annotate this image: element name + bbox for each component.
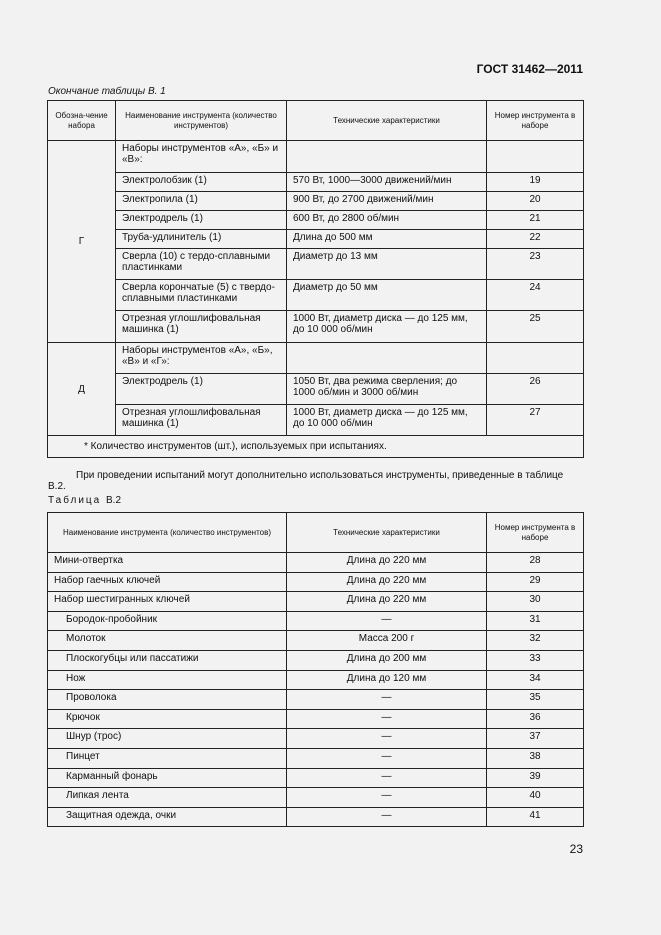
tool-characteristics: Масса 200 г	[287, 631, 487, 651]
set-title: Наборы инструментов «А», «Б» и «В»:	[116, 141, 287, 173]
tool-characteristics: 600 Вт, до 2800 об/мин	[287, 211, 487, 230]
tool-name: Нож	[48, 670, 287, 690]
tool-number: 19	[487, 173, 584, 192]
group-label: Д	[48, 343, 116, 436]
table-2-caption	[48, 495, 121, 506]
tool-number: 36	[487, 709, 584, 729]
table-row	[48, 592, 584, 612]
header-name: Наименование инструмента (количество инструментов)	[48, 513, 287, 553]
tool-characteristics: Диаметр до 13 мм	[287, 249, 487, 280]
tool-characteristics: Длина до 220 мм	[287, 572, 487, 592]
header-characteristics: Технические характеристики	[287, 101, 487, 141]
tool-name: Сверла (10) с тердо-сплавными пластинками	[116, 249, 287, 280]
table-row	[48, 670, 584, 690]
table-row	[48, 572, 584, 592]
table-2-body	[48, 553, 584, 827]
tool-number: 23	[487, 249, 584, 280]
tool-name: Проволока	[48, 690, 287, 710]
table-row	[48, 343, 584, 374]
tool-name: Набор шестигранных ключей	[48, 592, 287, 612]
table-header-row	[48, 513, 584, 553]
table-2-caption-number: В.2	[106, 495, 122, 506]
tool-name: Бородок-пробойник	[48, 611, 287, 631]
tool-number: 35	[487, 690, 584, 710]
table-b2	[47, 512, 584, 827]
tool-number: 32	[487, 631, 584, 651]
table-row	[48, 807, 584, 827]
table-row	[48, 788, 584, 808]
tool-characteristics: 570 Вт, 1000—3000 движений/мин	[287, 173, 487, 192]
tool-characteristics: Длина до 220 мм	[287, 592, 487, 612]
tool-number: 39	[487, 768, 584, 788]
table-row	[48, 374, 584, 405]
table-row	[48, 729, 584, 749]
table-row	[48, 650, 584, 670]
tool-characteristics: —	[287, 690, 487, 710]
tool-characteristics: —	[287, 748, 487, 768]
tool-name: Отрезная углошлифовальная машинка (1)	[116, 311, 287, 343]
tool-name: Плоскогубцы или пассатижи	[48, 650, 287, 670]
tool-number: 33	[487, 650, 584, 670]
tool-number: 38	[487, 748, 584, 768]
table-row	[48, 249, 584, 280]
tool-number: 37	[487, 729, 584, 749]
tool-name: Липкая лента	[48, 788, 287, 808]
tool-number: 25	[487, 311, 584, 343]
group-label: Г	[48, 141, 116, 343]
tool-number: 22	[487, 230, 584, 249]
tool-number: 31	[487, 611, 584, 631]
table-row	[48, 405, 584, 436]
table-2-caption-word: Таблица	[48, 495, 102, 506]
table-row	[48, 173, 584, 192]
standard-designation: ГОСТ 31462—2011	[476, 62, 583, 76]
tool-characteristics: Диаметр до 50 мм	[287, 280, 487, 311]
tool-name: Электродрель (1)	[116, 211, 287, 230]
tool-name: Карманный фонарь	[48, 768, 287, 788]
tool-number: 30	[487, 592, 584, 612]
table-row	[48, 230, 584, 249]
tool-name: Сверла корончатые (5) с твердо-сплавными пластинками	[116, 280, 287, 311]
tool-name: Защитная одежда, очки	[48, 807, 287, 827]
tool-name: Набор гаечных ключей	[48, 572, 287, 592]
table-row	[48, 709, 584, 729]
tool-characteristics: —	[287, 807, 487, 827]
tool-number: 21	[487, 211, 584, 230]
table-row	[48, 768, 584, 788]
tool-number: 29	[487, 572, 584, 592]
footnote-row	[48, 436, 584, 458]
tool-characteristics: Длина до 220 мм	[287, 553, 487, 573]
tool-number: 28	[487, 553, 584, 573]
tool-number: 41	[487, 807, 584, 827]
tool-number: 40	[487, 788, 584, 808]
table-header-row	[48, 101, 584, 141]
header-number: Номер инструмента в наборе	[487, 101, 584, 141]
tool-characteristics: —	[287, 788, 487, 808]
tool-name: Крючок	[48, 709, 287, 729]
tool-name: Отрезная углошлифовальная машинка (1)	[116, 405, 287, 436]
header-name: Наименование инструмента (количество инструментов)	[116, 101, 287, 141]
header-designation: Обозна-чение набора	[48, 101, 116, 141]
tool-characteristics: —	[287, 729, 487, 749]
tool-number: 20	[487, 192, 584, 211]
empty-cell	[287, 343, 487, 374]
tool-name: Шнур (трос)	[48, 729, 287, 749]
tool-name: Мини-отвертка	[48, 553, 287, 573]
table-row	[48, 553, 584, 573]
tool-number: 34	[487, 670, 584, 690]
table-1-caption: Окончание таблицы В. 1	[48, 86, 166, 97]
tool-characteristics: 1000 Вт, диаметр диска — до 125 мм, до 10 000 об/мин	[287, 405, 487, 436]
table-row	[48, 141, 584, 173]
tool-characteristics: —	[287, 611, 487, 631]
tool-characteristics: Длина до 500 мм	[287, 230, 487, 249]
set-title: Наборы инструментов «А», «Б», «В» и «Г»:	[116, 343, 287, 374]
tool-characteristics: 900 Вт, до 2700 движений/мин	[287, 192, 487, 211]
table-row	[48, 192, 584, 211]
tool-characteristics: Длина до 120 мм	[287, 670, 487, 690]
empty-cell	[487, 343, 584, 374]
tool-number: 26	[487, 374, 584, 405]
header-characteristics: Технические характеристики	[287, 513, 487, 553]
tool-characteristics: —	[287, 768, 487, 788]
table-row	[48, 611, 584, 631]
tool-name: Электролобзик (1)	[116, 173, 287, 192]
tool-characteristics: Длина до 200 мм	[287, 650, 487, 670]
tool-number: 27	[487, 405, 584, 436]
tool-number: 24	[487, 280, 584, 311]
tool-name: Электропила (1)	[116, 192, 287, 211]
table-row	[48, 311, 584, 343]
table-row	[48, 631, 584, 651]
page-number: 23	[569, 842, 583, 856]
table-row	[48, 748, 584, 768]
tool-name: Молоток	[48, 631, 287, 651]
tool-name: Пинцет	[48, 748, 287, 768]
tool-name: Труба-удлинитель (1)	[116, 230, 287, 249]
tool-characteristics: 1000 Вт, диаметр диска — до 125 мм, до 10 000 об/мин	[287, 311, 487, 343]
tool-characteristics: 1050 Вт, два режима сверления; до 1000 об/мин и 3000 об/мин	[287, 374, 487, 405]
table-row	[48, 211, 584, 230]
empty-cell	[487, 141, 584, 173]
table-row	[48, 280, 584, 311]
table-row	[48, 690, 584, 710]
tool-characteristics: —	[287, 709, 487, 729]
header-number: Номер инструмента в наборе	[487, 513, 584, 553]
tool-name: Электродрель (1)	[116, 374, 287, 405]
table-b1	[47, 100, 584, 458]
table-footnote: * Количество инструментов (шт.), используемых при испытаниях.	[48, 436, 584, 458]
empty-cell	[287, 141, 487, 173]
body-paragraph: При проведении испытаний могут дополнительно использоваться инструменты, приведенные в таблице В.2.	[48, 470, 564, 492]
